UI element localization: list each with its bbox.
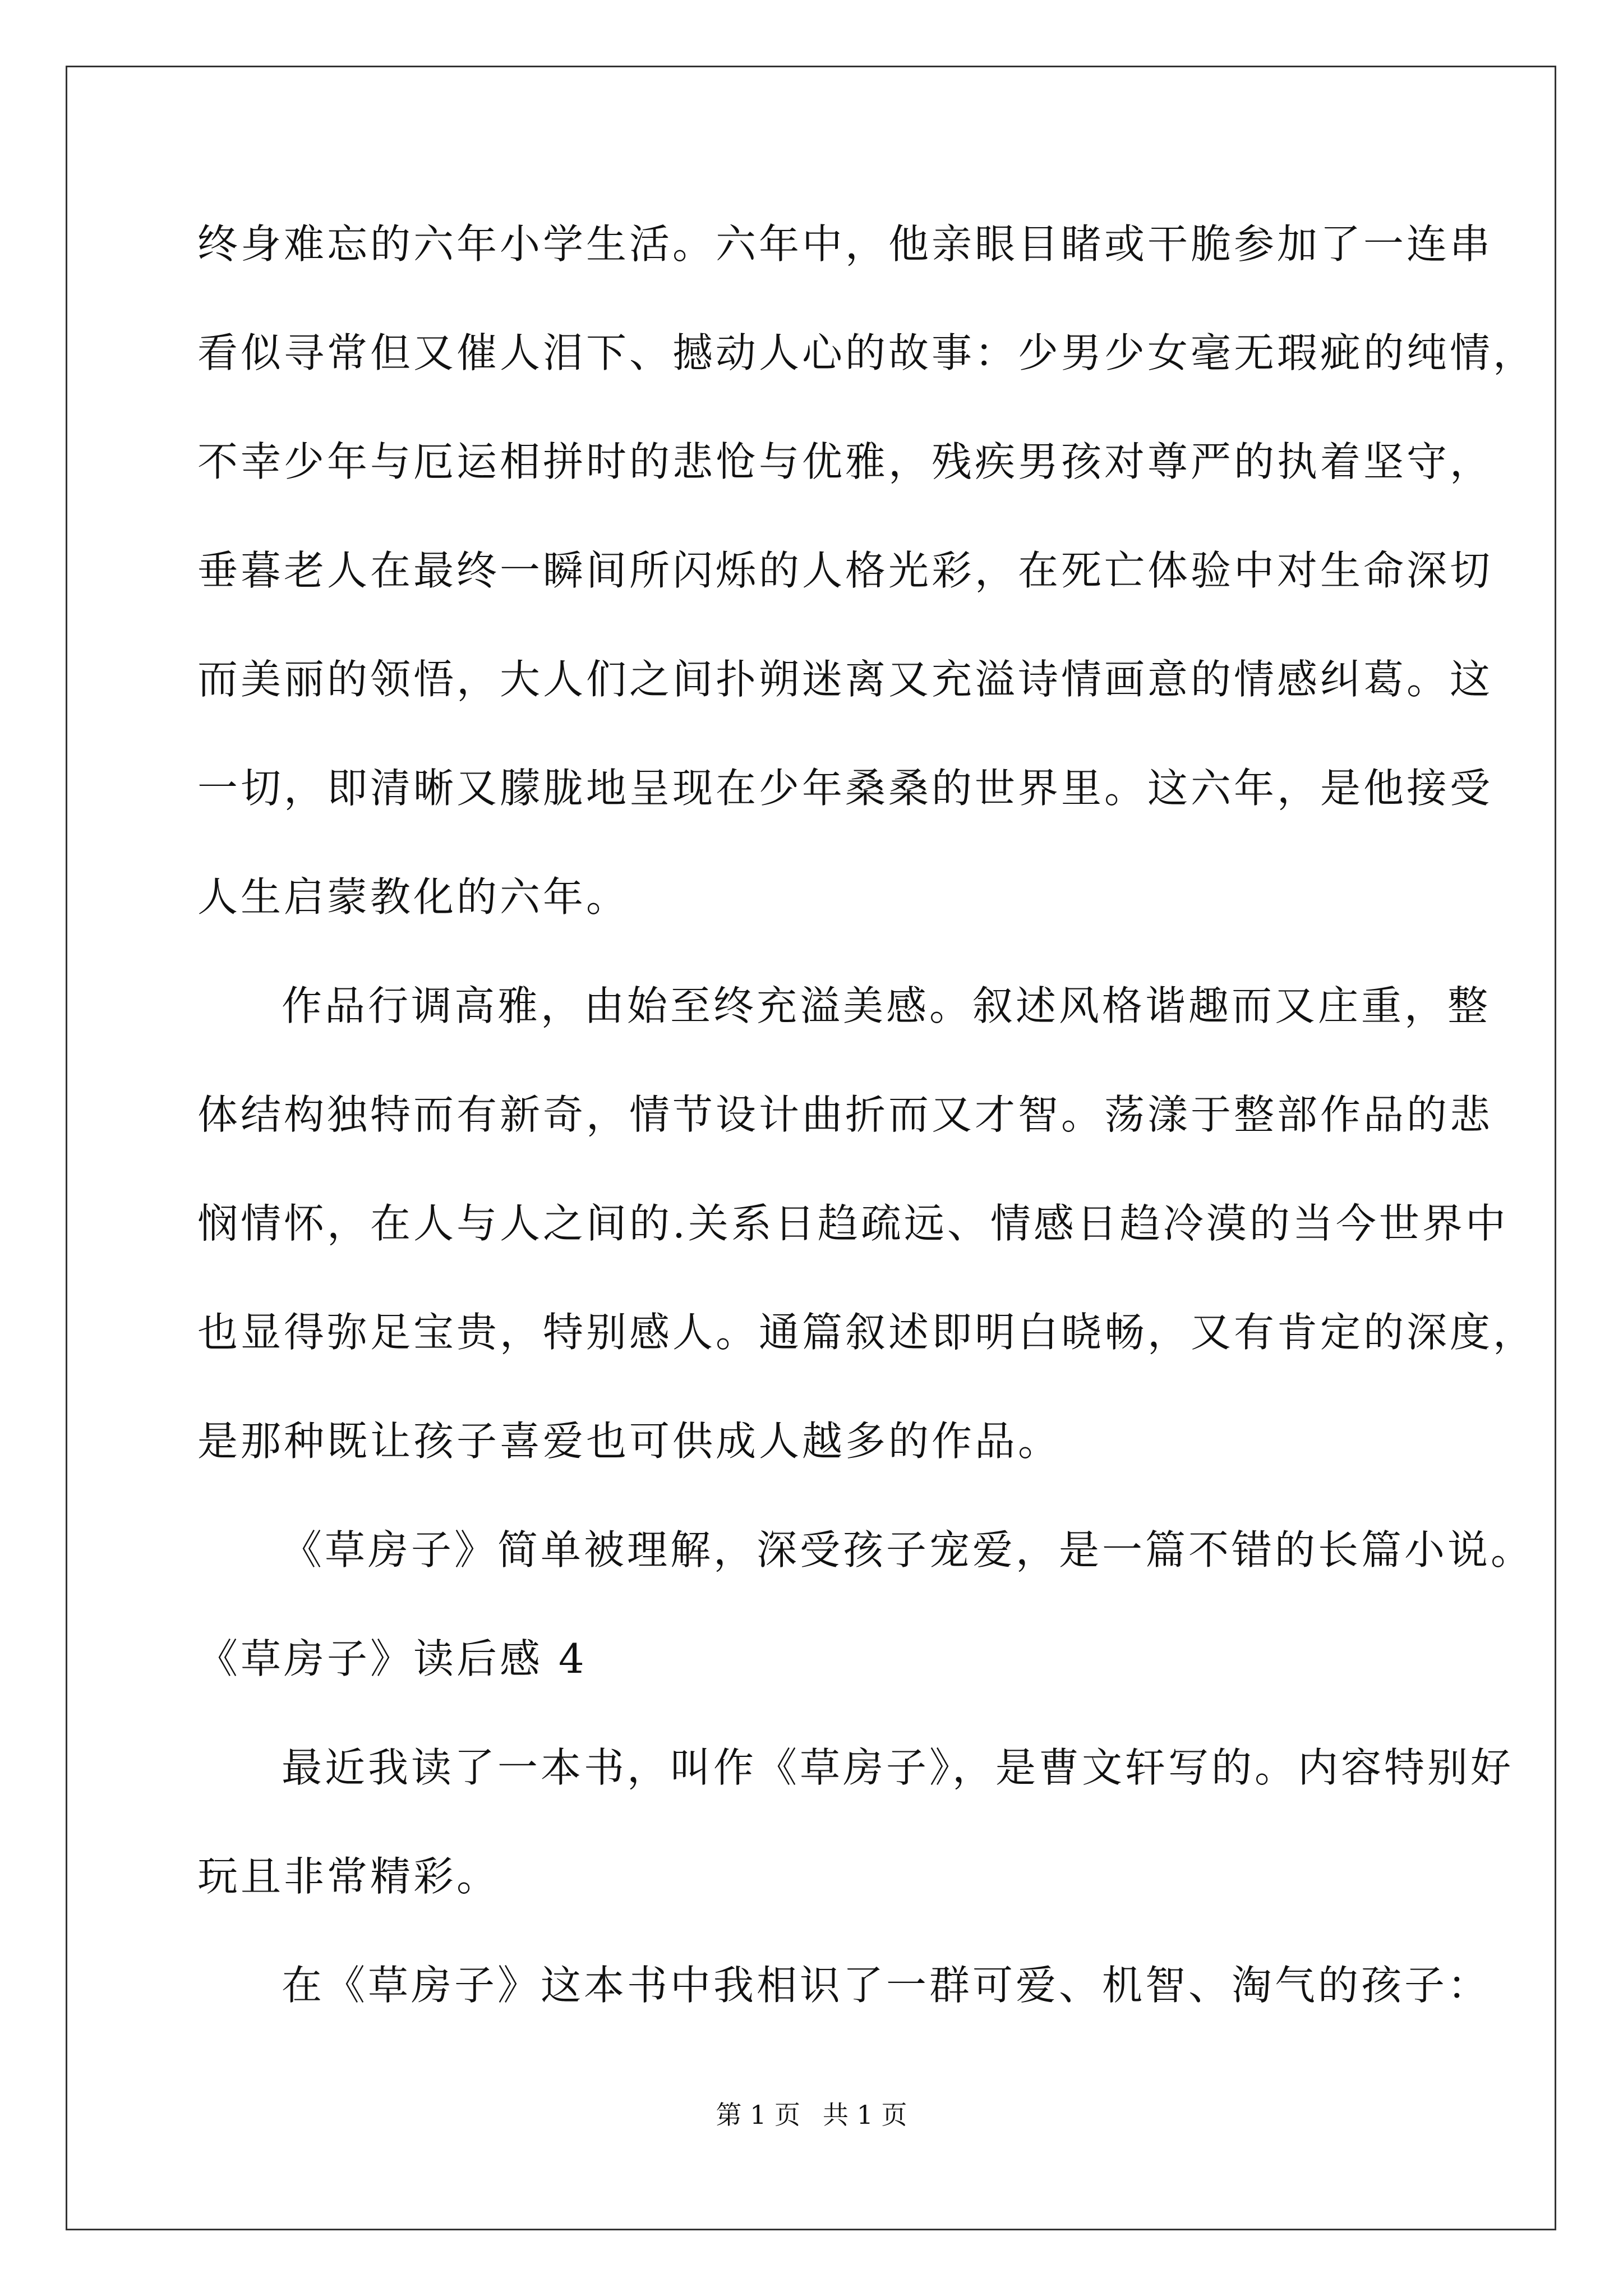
page-number: 第 1 页: [716, 2100, 800, 2130]
paragraph-line: 垂暮老人在最终一瞬间所闪烁的人格光彩，在死亡体验中对生命深切: [197, 547, 1493, 594]
paragraph-line: 在《草房子》这本书中我相识了一群可爱、机智、淘气的孩子：: [282, 1962, 1491, 2009]
paragraph-line: 一切，即清晰又朦胧地呈现在少年桑桑的世界里。这六年，是他接受: [197, 765, 1493, 812]
paragraph-line: 不幸少年与厄运相拼时的悲怆与优雅，残疾男孩对尊严的执着坚守，: [197, 438, 1493, 485]
paragraph-line: 人生启蒙教化的六年。: [197, 873, 630, 921]
paragraph-line: 也显得弥足宝贵，特别感人。通篇叙述即明白晓畅，又有肯定的深度，: [197, 1309, 1537, 1356]
document-body: [197, 216, 1537, 2066]
paragraph-line: 作品行调高雅，由始至终充溢美感。叙述风格谐趣而又庄重，整: [282, 982, 1491, 1029]
paragraph-line: 最近我读了一本书，叫作《草房子》，是曹文轩写的。内容特别好: [282, 1744, 1514, 1791]
paragraph-line: 悯情怀，在人与人之间的.关系日趋疏远、情感日趋冷漠的当今世界中: [197, 1200, 1509, 1247]
paragraph-line: 玩且非常精彩。: [197, 1853, 500, 1900]
paragraph-line: 而美丽的领悟，大人们之间扑朔迷离又充溢诗情画意的情感纠葛。这: [197, 656, 1493, 703]
paragraph-line: 终身难忘的六年小学生活。六年中，他亲眼目睹或干脆参加了一连串: [197, 220, 1493, 268]
page-total: 共 1 页: [823, 2100, 907, 2130]
paragraph-line: 是那种既让孩子喜爱也可供成人越多的作品。: [197, 1418, 1062, 1465]
section-heading: 《草房子》读后感 4: [197, 1635, 587, 1682]
paragraph-line: 看似寻常但又催人泪下、撼动人心的故事：少男少女毫无瑕疵的纯情，: [197, 329, 1537, 376]
paragraph-line: 《草房子》简单被理解，深受孩子宠爱，是一篇不错的长篇小说。: [282, 1526, 1534, 1573]
paragraph-line: 体结构独特而有新奇，情节设计曲折而又才智。荡漾于整部作品的悲: [197, 1091, 1493, 1138]
page-footer: [0, 2098, 1623, 2132]
